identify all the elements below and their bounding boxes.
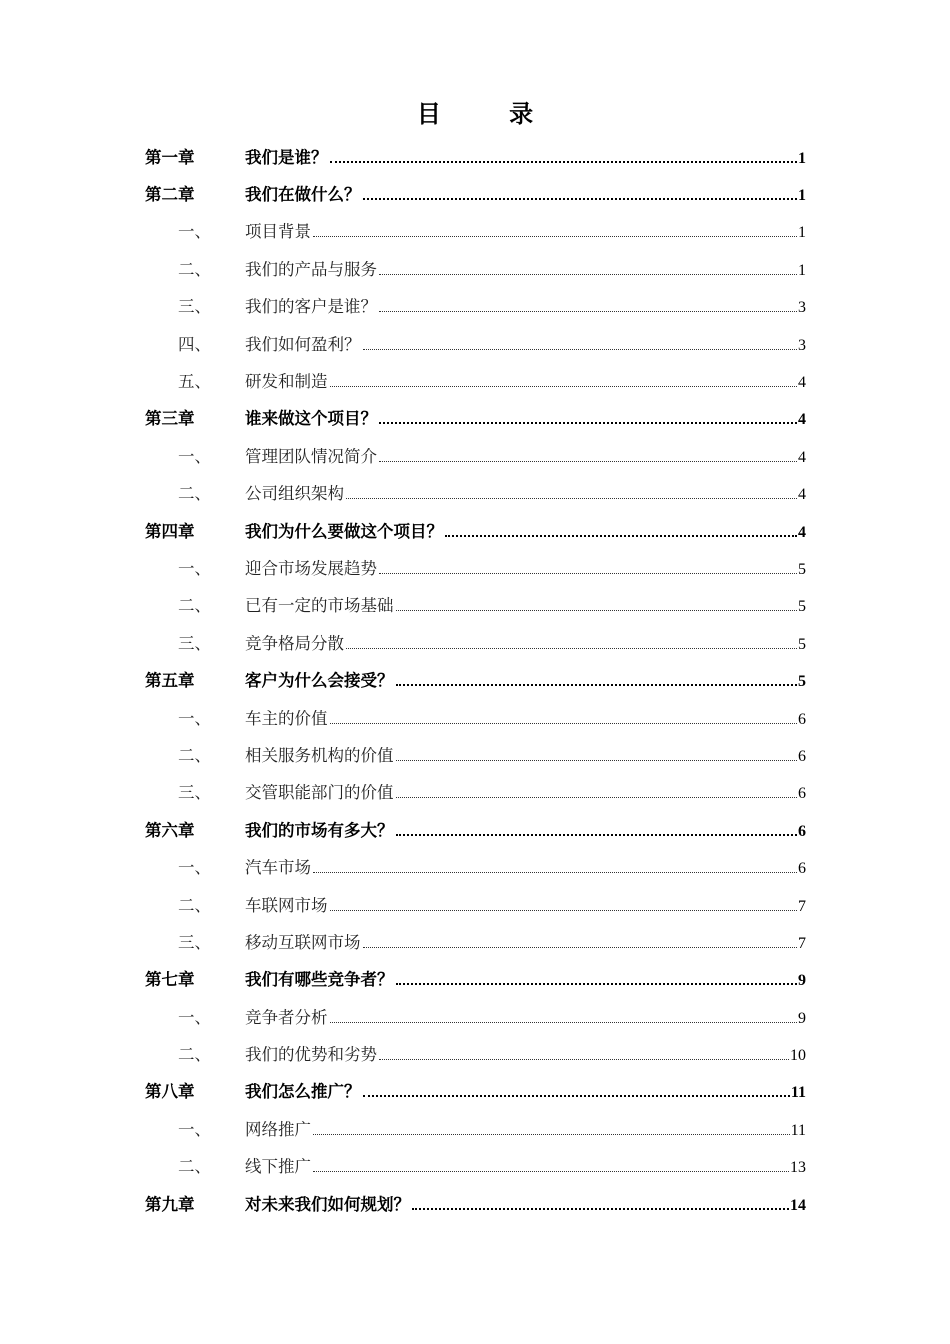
toc-entry-title: 交管职能部门的价值	[245, 783, 394, 803]
toc-entry-body	[245, 293, 806, 317]
toc-section-entry[interactable]	[145, 324, 806, 361]
toc-section-entry[interactable]	[145, 212, 806, 249]
dot-leader	[396, 797, 798, 798]
toc-section-entry[interactable]	[145, 436, 806, 473]
toc-entry-title: 竞争者分析	[245, 1007, 328, 1027]
dot-leader	[379, 1059, 789, 1060]
toc-entry-number: 二、	[178, 1045, 211, 1065]
toc-entry-page-number: 6	[798, 822, 806, 840]
toc-entry-page-number: 10	[790, 1047, 806, 1065]
toc-entry-body	[245, 1078, 806, 1102]
toc-entry-page-number: 6	[798, 860, 806, 878]
toc-entry-page-number: 11	[790, 1121, 806, 1139]
toc-entry-title: 客户为什么会接受？	[245, 671, 394, 691]
toc-section-entry[interactable]	[145, 698, 806, 735]
toc-section-entry[interactable]	[145, 586, 806, 623]
dot-leader	[396, 834, 798, 836]
toc-entry-body	[245, 368, 806, 392]
toc-entry-page-number: 11	[790, 1084, 806, 1102]
toc-entry-title: 我们的客户是谁？	[245, 297, 377, 317]
dot-leader	[379, 311, 797, 312]
toc-entry-number: 四、	[178, 334, 211, 354]
toc-entry-page-number: 5	[798, 598, 806, 616]
toc-entry-body	[245, 705, 806, 729]
toc-entry-page-number: 4	[798, 523, 806, 541]
toc-entry-page-number: 4	[798, 374, 806, 392]
toc-entry-number: 二、	[178, 596, 211, 616]
toc-section-entry[interactable]	[145, 548, 806, 585]
toc-section-entry[interactable]	[145, 474, 806, 511]
toc-entry-title: 我们的市场有多大？	[245, 820, 394, 840]
dot-leader	[313, 872, 797, 873]
table-of-contents	[145, 137, 806, 1221]
toc-entry-page-number: 7	[798, 897, 806, 915]
toc-entry-page-number: 4	[798, 411, 806, 429]
toc-entry-body	[245, 742, 806, 766]
dot-leader	[330, 1022, 798, 1023]
toc-entry-body	[245, 480, 806, 504]
dot-leader	[313, 1171, 789, 1172]
toc-entry-body	[245, 1153, 806, 1177]
dot-leader	[363, 198, 798, 200]
toc-chapter-entry[interactable]	[145, 660, 806, 697]
dot-leader	[313, 236, 797, 237]
toc-entry-body	[245, 181, 806, 205]
toc-entry-number: 一、	[178, 708, 211, 728]
toc-entry-number: 一、	[178, 1007, 211, 1027]
toc-entry-title: 相关服务机构的价值	[245, 745, 394, 765]
toc-chapter-entry[interactable]	[145, 137, 806, 174]
toc-chapter-entry[interactable]	[145, 810, 806, 847]
toc-entry-number: 一、	[178, 446, 211, 466]
dot-leader	[379, 274, 797, 275]
toc-entry-number: 第三章	[145, 409, 195, 429]
toc-entry-number: 二、	[178, 895, 211, 915]
toc-entry-body	[245, 331, 806, 355]
toc-entry-title: 已有一定的市场基础	[245, 596, 394, 616]
toc-entry-number: 三、	[178, 633, 211, 653]
toc-chapter-entry[interactable]	[145, 960, 806, 997]
toc-entry-page-number: 5	[798, 673, 806, 691]
dot-leader	[445, 535, 797, 537]
toc-section-entry[interactable]	[145, 735, 806, 772]
toc-section-entry[interactable]	[145, 885, 806, 922]
toc-chapter-entry[interactable]	[145, 174, 806, 211]
dot-leader	[379, 461, 797, 462]
toc-entry-number: 二、	[178, 484, 211, 504]
toc-entry-page-number: 5	[798, 560, 806, 578]
toc-entry-page-number: 3	[798, 336, 806, 354]
toc-entry-title: 管理团队情况简介	[245, 446, 377, 466]
toc-entry-page-number: 1	[798, 187, 806, 205]
toc-chapter-entry[interactable]	[145, 399, 806, 436]
toc-entry-title: 我们是谁？	[245, 147, 328, 167]
toc-entry-body	[245, 667, 806, 691]
toc-entry-title: 线下推广	[245, 1157, 311, 1177]
dot-leader	[396, 684, 798, 686]
toc-entry-number: 二、	[178, 745, 211, 765]
toc-entry-page-number: 14	[790, 1196, 806, 1214]
toc-entry-title: 我们的产品与服务	[245, 259, 377, 279]
toc-entry-number: 第一章	[145, 147, 195, 167]
toc-section-entry[interactable]	[145, 361, 806, 398]
toc-entry-number: 二、	[178, 1157, 211, 1177]
toc-entry-number: 一、	[178, 558, 211, 578]
toc-section-entry[interactable]	[145, 997, 806, 1034]
toc-entry-body	[245, 218, 806, 242]
toc-entry-number: 一、	[178, 1119, 211, 1139]
toc-entry-body	[245, 1041, 806, 1065]
toc-section-entry[interactable]	[145, 623, 806, 660]
toc-entry-title: 汽车市场	[245, 858, 311, 878]
toc-entry-number: 三、	[178, 297, 211, 317]
toc-entry-page-number: 4	[798, 448, 806, 466]
toc-entry-number: 二、	[178, 259, 211, 279]
dot-leader	[379, 422, 797, 424]
toc-heading: 目 录	[416, 100, 564, 128]
toc-entry-title: 迎合市场发展趋势	[245, 558, 377, 578]
toc-section-entry[interactable]	[145, 922, 806, 959]
toc-entry-page-number: 7	[798, 934, 806, 952]
toc-entry-title: 车主的价值	[245, 708, 328, 728]
toc-entry-body	[245, 144, 806, 168]
toc-entry-title: 公司组织架构	[245, 484, 344, 504]
toc-entry-number: 第五章	[145, 671, 195, 691]
toc-entry-body	[245, 892, 806, 916]
dot-leader	[363, 1095, 790, 1097]
toc-entry-title: 我们的优势和劣势	[245, 1045, 377, 1065]
toc-entry-body	[245, 555, 806, 579]
toc-entry-page-number: 13	[790, 1159, 806, 1177]
toc-section-entry[interactable]	[145, 249, 806, 286]
toc-entry-body	[245, 518, 806, 542]
toc-chapter-entry[interactable]	[145, 1184, 806, 1221]
toc-entry-title: 车联网市场	[245, 895, 328, 915]
toc-chapter-entry[interactable]	[145, 511, 806, 548]
toc-entry-number: 三、	[178, 783, 211, 803]
toc-entry-page-number: 1	[798, 261, 806, 279]
toc-entry-title: 我们有哪些竞争者？	[245, 970, 394, 990]
toc-entry-body	[245, 1004, 806, 1028]
toc-entry-page-number: 1	[798, 224, 806, 242]
toc-entry-page-number: 6	[798, 785, 806, 803]
dot-leader	[396, 610, 798, 611]
toc-section-entry[interactable]	[145, 287, 806, 324]
dot-leader	[412, 1208, 789, 1210]
toc-entry-page-number: 6	[798, 710, 806, 728]
toc-entry-body	[245, 854, 806, 878]
toc-entry-title: 我们如何盈利？	[245, 334, 361, 354]
toc-entry-body	[245, 592, 806, 616]
toc-entry-number: 一、	[178, 222, 211, 242]
toc-entry-page-number: 5	[798, 635, 806, 653]
toc-section-entry[interactable]	[145, 1147, 806, 1184]
dot-leader	[379, 573, 797, 574]
dot-leader	[363, 947, 798, 948]
toc-entry-body	[245, 630, 806, 654]
toc-entry-body	[245, 779, 806, 803]
toc-entry-body	[245, 443, 806, 467]
toc-entry-title: 对未来我们如何规划？	[245, 1194, 410, 1214]
dot-leader	[396, 983, 798, 985]
toc-entry-page-number: 9	[798, 972, 806, 990]
toc-entry-number: 第七章	[145, 970, 195, 990]
toc-entry-title: 我们怎么推广？	[245, 1082, 361, 1102]
toc-entry-page-number: 1	[798, 149, 806, 167]
toc-entry-number: 第九章	[145, 1194, 195, 1214]
toc-entry-body	[245, 1191, 806, 1215]
dot-leader	[330, 723, 798, 724]
dot-leader	[396, 760, 798, 761]
toc-entry-page-number: 3	[798, 299, 806, 317]
toc-entry-number: 五、	[178, 372, 211, 392]
toc-entry-number: 第四章	[145, 521, 195, 541]
toc-entry-number: 一、	[178, 858, 211, 878]
toc-section-entry[interactable]	[145, 1034, 806, 1071]
toc-section-entry[interactable]	[145, 773, 806, 810]
toc-entry-body	[245, 817, 806, 841]
toc-entry-body	[245, 256, 806, 280]
toc-entry-body	[245, 1116, 806, 1140]
toc-section-entry[interactable]	[145, 847, 806, 884]
dot-leader	[363, 349, 798, 350]
toc-entry-title: 谁来做这个项目？	[245, 409, 377, 429]
dot-leader	[330, 386, 798, 387]
toc-entry-title: 我们为什么要做这个项目？	[245, 521, 443, 541]
toc-entry-title: 我们在做什么？	[245, 185, 361, 205]
dot-leader	[346, 498, 797, 499]
toc-entry-title: 研发和制造	[245, 372, 328, 392]
dot-leader	[313, 1134, 790, 1135]
toc-chapter-entry[interactable]	[145, 1072, 806, 1109]
toc-entry-number: 第二章	[145, 185, 195, 205]
toc-entry-title: 移动互联网市场	[245, 932, 361, 952]
toc-entry-page-number: 6	[798, 747, 806, 765]
dot-leader	[330, 161, 798, 163]
toc-entry-number: 三、	[178, 932, 211, 952]
toc-entry-title: 网络推广	[245, 1119, 311, 1139]
toc-entry-number: 第六章	[145, 820, 195, 840]
toc-entry-title: 竞争格局分散	[245, 633, 344, 653]
toc-entry-body	[245, 405, 806, 429]
toc-entry-body	[245, 966, 806, 990]
toc-entry-title: 项目背景	[245, 222, 311, 242]
toc-entry-number: 第八章	[145, 1082, 195, 1102]
toc-entry-page-number: 4	[798, 486, 806, 504]
dot-leader	[330, 910, 798, 911]
toc-entry-body	[245, 929, 806, 953]
toc-section-entry[interactable]	[145, 1109, 806, 1146]
toc-entry-page-number: 9	[798, 1009, 806, 1027]
dot-leader	[346, 648, 797, 649]
